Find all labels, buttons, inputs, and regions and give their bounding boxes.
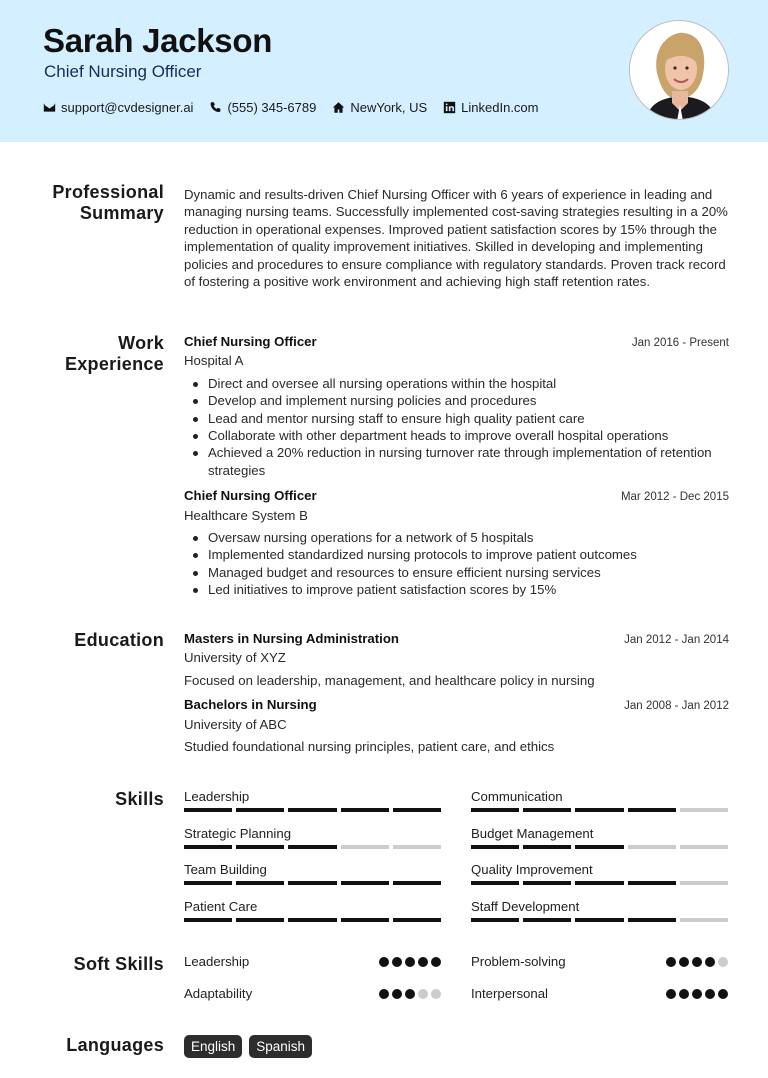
rating-dot [679,957,689,967]
education-entry [184,630,729,689]
skill-level-segment [341,808,389,812]
skill-item [184,826,441,849]
rating-dot [392,989,402,999]
skill-level-bar [184,845,441,849]
education-list [184,630,729,755]
skill-level-segment [236,881,284,885]
skill-level-segment [575,918,623,922]
soft-skill-rating [379,957,441,967]
skill-level-segment [393,845,441,849]
language-chip: Spanish [249,1035,312,1058]
summary-heading-line1: Professional [52,182,164,202]
skill-level-segment [680,881,728,885]
skill-item [471,862,728,885]
skill-level-bar [471,881,728,885]
skill-level-segment [628,845,676,849]
profile-photo [629,20,729,120]
contact-phone[interactable] [209,100,316,115]
skill-level-bar [471,918,728,922]
job-bullets [184,375,729,479]
languages-list [184,1035,729,1058]
skill-level-segment [288,808,336,812]
rating-dot [705,989,715,999]
skill-item [471,826,728,849]
skill-level-segment [471,881,519,885]
job-bullet: Collaborate with other department heads to improve overall hospital operations [184,427,729,444]
skill-level-segment [341,881,389,885]
soft-skill-item [184,986,441,1001]
degree-title: Masters in Nursing Administration [184,631,399,646]
skill-item [471,789,728,812]
skill-name: Communication [471,789,563,804]
soft-skills-heading: Soft Skills [73,954,164,974]
skill-level-segment [393,918,441,922]
skill-level-segment [471,808,519,812]
soft-skill-item [471,954,728,969]
skill-level-segment [184,808,232,812]
skill-level-segment [575,808,623,812]
job-bullet: Led initiatives to improve patient satisfaction scores by 15% [184,581,729,598]
skill-level-segment [523,808,571,812]
skill-level-segment [628,918,676,922]
skill-level-segment [471,845,519,849]
job-bullet: Direct and oversee all nursing operations within the hospital [184,375,729,392]
job-title: Chief Nursing Officer [184,488,317,504]
phone-icon [209,101,222,114]
contact-location [332,100,427,115]
resume-header [0,0,768,142]
rating-dot [692,957,702,967]
language-chip: English [184,1035,242,1058]
job-dates: Jan 2016 - Present [631,337,729,349]
skill-level-segment [628,808,676,812]
skill-item [184,789,441,812]
contact-email[interactable] [43,100,193,115]
skill-level-segment [523,845,571,849]
experience-heading-line2: Experience [64,354,164,374]
school-name: University of XYZ [184,650,286,666]
job-bullet: Develop and implement nursing policies and procedures [184,392,729,409]
skill-name: Leadership [184,789,250,804]
skill-name: Team Building [184,862,267,877]
soft-skill-rating [379,989,441,999]
job-bullet: Achieved a 20% reduction in nursing turnover rate through implementation of retention strategies [184,444,729,479]
skill-name: Strategic Planning [184,825,292,841]
soft-skill-name: Problem-solving [471,954,566,969]
soft-skill-rating [666,957,728,967]
experience-list [184,333,729,599]
skill-level-segment [184,918,232,922]
education-heading: Education [74,630,164,650]
soft-skill-name: Interpersonal [471,986,548,1001]
soft-skill-name: Adaptability [184,986,253,1001]
skill-name: Staff Development [471,898,580,914]
skill-level-segment [288,918,336,922]
skill-item [184,862,441,885]
rating-dot [392,957,402,967]
degree-title: Bachelors in Nursing [184,697,317,713]
experience-heading [65,333,164,375]
linkedin-text: LinkedIn.com [461,100,539,115]
mail-icon [43,101,56,114]
soft-skill-rating [666,989,728,999]
skill-level-segment [471,918,519,922]
education-dates: Jan 2012 - Jan 2014 [624,634,729,646]
skill-level-segment [288,845,336,849]
skill-level-segment [575,845,623,849]
skill-level-segment [680,808,728,812]
candidate-name: Sarah Jackson [43,22,273,59]
rating-dot [405,957,415,967]
skill-level-segment [523,918,571,922]
skill-name: Budget Management [471,825,594,841]
rating-dot [692,989,702,999]
skill-level-bar [184,881,441,885]
rating-dot [418,957,428,967]
rating-dot [379,989,389,999]
skill-item [471,899,728,922]
skill-level-segment [341,918,389,922]
skill-item [184,899,441,922]
education-desc: Focused on leadership, management, and healthcare policy in nursing [184,672,595,688]
soft-skill-item [184,954,441,969]
email-text: support@cvdesigner.ai [61,100,194,115]
experience-heading-line1: Work [118,333,164,353]
candidate-role: Chief Nursing Officer [44,62,202,81]
skill-level-segment [184,881,232,885]
skill-level-bar [184,918,441,922]
skill-level-segment [393,881,441,885]
job-dates: Mar 2012 - Dec 2015 [620,491,729,504]
phone-text: (555) 345-6789 [227,100,317,115]
skill-level-segment [628,881,676,885]
education-desc: Studied foundational nursing principles, patient care, and ethics [184,739,555,755]
location-text: NewYork, US [350,100,428,115]
job-entry [184,487,729,598]
education-entry [184,696,729,755]
soft-skill-item [471,986,728,1001]
home-icon [332,101,345,114]
skill-level-segment [680,918,728,922]
contact-bar [43,100,539,115]
soft-skill-name: Leadership [184,954,250,969]
skill-name: Quality Improvement [471,862,593,877]
skill-name: Patient Care [184,898,258,914]
skill-level-segment [288,881,336,885]
skill-level-segment [575,881,623,885]
contact-linkedin[interactable] [443,100,538,115]
summary-heading [52,182,164,224]
skill-level-segment [236,918,284,922]
job-title: Chief Nursing Officer [184,334,317,349]
skill-level-segment [236,845,284,849]
skill-level-segment [184,845,232,849]
school-name: University of ABC [184,716,287,732]
rating-dot [431,957,441,967]
rating-dot [666,957,676,967]
skill-level-bar [471,845,728,849]
rating-dot [431,989,441,999]
job-bullet: Managed budget and resources to ensure efficient nursing services [184,564,729,581]
linkedin-icon [443,101,456,114]
profile-photo-illustration [630,21,729,120]
rating-dot [718,957,728,967]
skill-level-bar [184,808,441,812]
rating-dot [679,989,689,999]
job-company: Healthcare System B [184,507,308,523]
skill-level-segment [680,845,728,849]
languages-heading: Languages [66,1035,164,1055]
job-company: Hospital A [184,353,244,369]
job-bullet: Oversaw nursing operations for a network of 5 hospitals [184,529,729,546]
rating-dot [418,989,428,999]
rating-dot [705,957,715,967]
education-dates: Jan 2008 - Jan 2012 [624,700,729,713]
skill-level-segment [341,845,389,849]
skill-level-segment [236,808,284,812]
skill-level-segment [523,881,571,885]
summary-heading-line2: Summary [79,203,164,223]
rating-dot [379,957,389,967]
skill-level-bar [471,808,728,812]
rating-dot [405,989,415,999]
job-bullet: Lead and mentor nursing staff to ensure high quality patient care [184,410,729,427]
job-entry [184,333,729,479]
rating-dot [666,989,676,999]
rating-dot [718,989,728,999]
skill-level-segment [393,808,441,812]
skills-heading: Skills [115,789,164,809]
job-bullet: Implemented standardized nursing protocols to improve patient outcomes [184,546,729,563]
summary-text: Dynamic and results-driven Chief Nursing Officer with 6 years of experience in leading and managing nursing teams. Successfully implemented cost-saving strategies resulting in a 20% reduction in operational expenses. Improved patient satisfaction scores by 15% through the implementation of quality improvement initiatives. Skilled in developing and implementing policies and procedures to ensure compliance with regulatory standards. Proven track record of fostering a positive work environment and achieving high staff retention rates. [184,187,728,290]
job-bullets [184,529,729,599]
